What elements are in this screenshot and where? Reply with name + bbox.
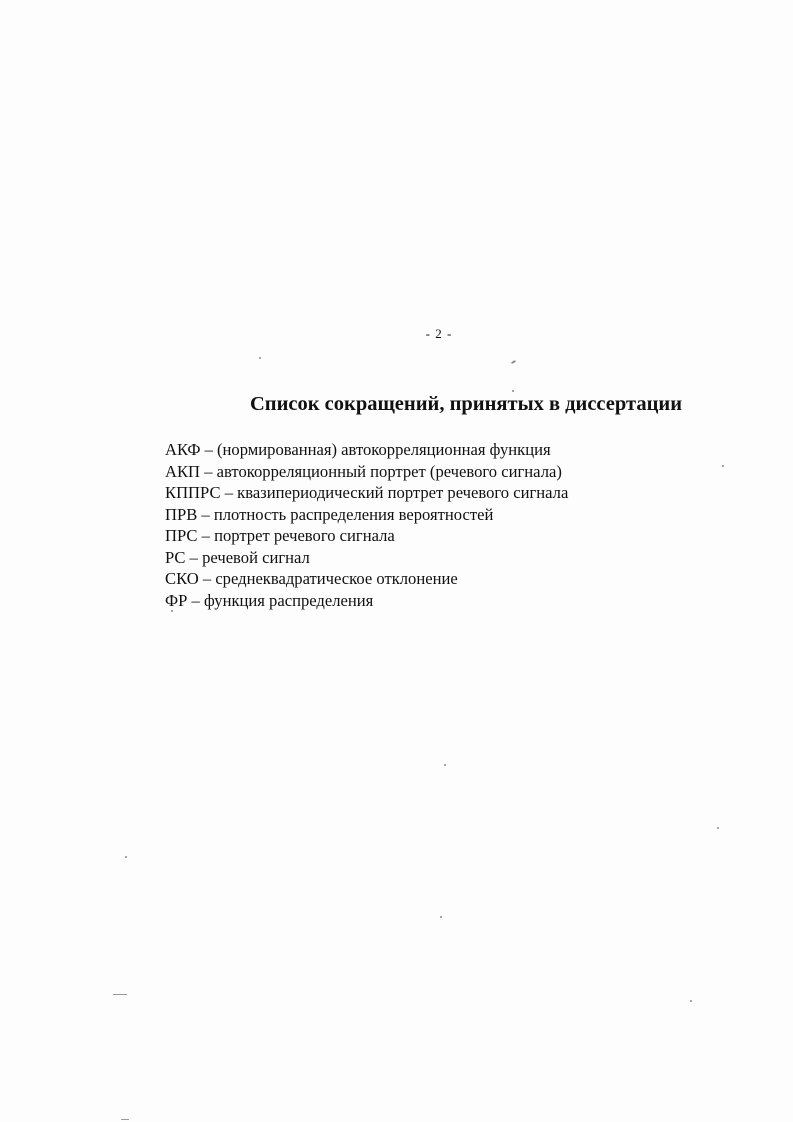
abbreviation: КППРС xyxy=(165,483,221,502)
scan-speck xyxy=(259,357,261,359)
abbreviation: АКФ xyxy=(165,440,201,459)
abbreviation: ФР xyxy=(165,590,188,610)
abbreviation: РС xyxy=(165,547,186,567)
scan-speck xyxy=(444,764,446,766)
abbreviation: АКП xyxy=(165,461,201,481)
scan-speck xyxy=(125,856,127,858)
definition: речевой сигнал xyxy=(202,547,310,567)
abbreviation: СКО xyxy=(165,569,199,588)
list-item xyxy=(165,439,568,461)
page-title: Список сокращений, принятых в диссертации xyxy=(249,393,683,415)
page-number: - 2 - xyxy=(425,326,453,341)
separator: – xyxy=(187,590,204,610)
scan-speck xyxy=(717,827,719,829)
separator: – xyxy=(200,440,218,459)
scan-mark xyxy=(113,994,127,995)
abbreviation-list xyxy=(165,439,568,611)
definition: квазипериодический портрет речевого сигнала xyxy=(237,483,569,502)
definition: среднеквадратическое отклонение xyxy=(215,569,458,588)
scan-mark xyxy=(121,1119,129,1120)
definition: портрет речевого сигнала xyxy=(214,526,395,545)
list-item xyxy=(165,568,568,590)
scan-speck xyxy=(690,1000,692,1002)
separator: – xyxy=(220,483,238,502)
separator: – xyxy=(198,569,216,588)
list-item xyxy=(165,504,568,526)
abbreviation: ПРВ xyxy=(165,504,198,524)
scan-speck xyxy=(512,390,514,392)
scan-speck xyxy=(171,610,173,612)
list-item xyxy=(165,525,568,547)
scan-speck xyxy=(511,360,516,364)
abbreviation: ПРС xyxy=(165,526,198,545)
list-item xyxy=(165,547,568,569)
definition: (нормированная) автокорреляционная функция xyxy=(217,440,551,459)
list-item xyxy=(165,461,568,483)
list-item xyxy=(165,482,568,504)
separator: – xyxy=(200,461,217,481)
list-item xyxy=(165,590,568,612)
separator: – xyxy=(185,547,203,567)
scan-speck xyxy=(722,465,724,467)
separator: – xyxy=(197,504,214,524)
definition: функция распределения xyxy=(203,590,374,610)
scan-speck xyxy=(440,916,442,918)
separator: – xyxy=(197,526,215,545)
definition: плотность распределения вероятностей xyxy=(213,504,494,524)
definition: автокорреляционный портрет (речевого сигнала) xyxy=(216,461,562,481)
